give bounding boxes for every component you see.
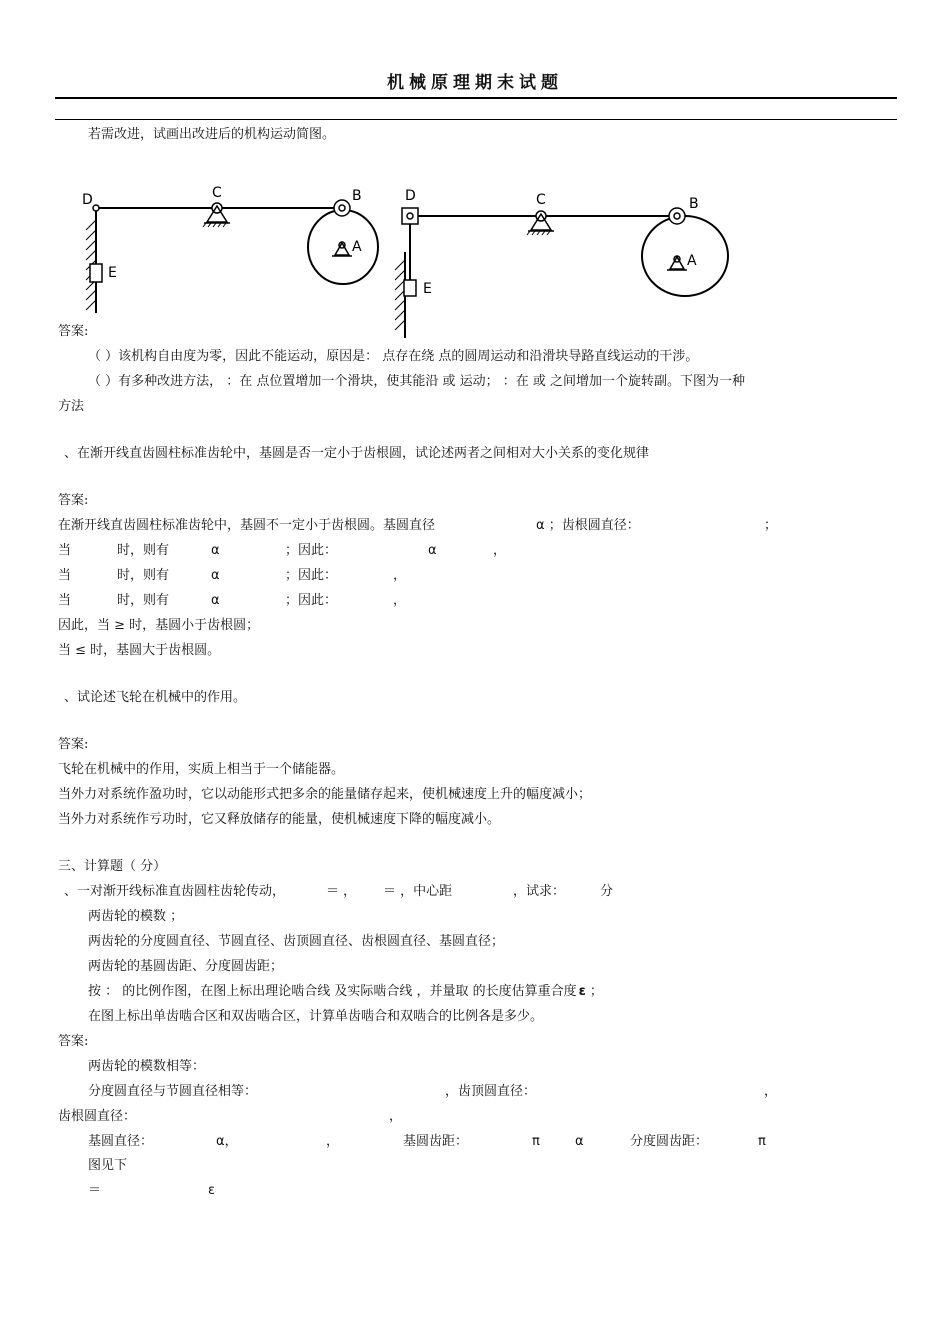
- question-item: 两齿轮的模数 ；: [88, 909, 184, 924]
- answer-fragment: α ；齿根圆直径：: [536, 518, 640, 533]
- answer-fragment: ε: [208, 1183, 216, 1198]
- answer-line: 当外力对系统作亏功时，它又释放储存的能量，使机械速度下降的幅度减小。: [58, 812, 501, 827]
- answer-fragment: ；因此：: [285, 568, 338, 583]
- answer-line: 当外力对系统作盈功时，它以动能形式把多余的能量储存起来，使机械速度上升的幅度减小；: [58, 787, 592, 802]
- intro-text: 若需改进，试画出改进后的机构运动简图。: [88, 127, 336, 142]
- answer-line: 飞轮在机械中的作用，实质上相当于一个储能器。: [58, 762, 345, 777]
- answer-fragment: 分度圆直径与节圆直径相等：: [88, 1084, 258, 1099]
- question-text: 、在渐开线直齿圆柱标准齿轮中，基圆是否一定小于齿根圆，试论述两者之间相对大小关系的变化规律: [64, 446, 650, 461]
- answer-fragment: α: [211, 593, 220, 608]
- question-text: 、试论述飞轮在机械中的作用。: [64, 690, 247, 705]
- answer-line: 当 ≤ 时，基圆大于齿根圆。: [58, 643, 221, 658]
- answer-fragment: ；: [764, 518, 778, 533]
- question-fragment: ＝ ，中心距: [383, 884, 453, 899]
- answer-fragment: ，: [393, 593, 407, 608]
- label-e: E: [108, 265, 117, 281]
- question-fragment: ，试求：: [513, 884, 566, 899]
- question-fragment: 分: [600, 884, 614, 899]
- answer-fragment: ；因此：: [285, 543, 338, 558]
- answer-fragment: π: [532, 1134, 540, 1149]
- answer-fragment: 时，则有: [117, 543, 170, 558]
- answer-fragment: α: [428, 543, 437, 558]
- question-text: 、一对渐开线标准直齿圆柱齿轮传动，: [64, 884, 286, 899]
- question-fragment: 按 ： 的比例作图，在图上标出理论啮合线 及实际啮合线 ，并量取 的长度估算重合度: [88, 984, 577, 999]
- answer-label: 答案:: [58, 737, 89, 752]
- pivot-support-c: [203, 203, 230, 227]
- label-c: C: [536, 192, 546, 208]
- section-heading: 三、计算题（ 分）: [58, 859, 167, 874]
- pivot-support-a: [667, 256, 687, 270]
- mechanism-diagram-improved: [385, 180, 735, 345]
- question-fragment: ＝ ，: [326, 884, 357, 899]
- answer-line: （ ）该机构自由度为零，因此不能运动，原因是： 点存在绕 点的圆周运动和沿滑块导路直线运动的干涉。: [88, 349, 699, 364]
- answer-fragment: 时，则有: [117, 593, 170, 608]
- answer-fragment: π: [758, 1134, 766, 1149]
- answer-fragment: ，: [326, 1134, 340, 1149]
- answer-fragment: α: [575, 1134, 584, 1149]
- answer-line: 图见下: [88, 1158, 128, 1173]
- label-d: D: [405, 188, 416, 204]
- label-d: D: [82, 192, 93, 208]
- question-item: 两齿轮的基圆齿距、分度圆齿距；: [88, 959, 284, 974]
- question-item: [88, 984, 603, 1000]
- answer-fragment: 当: [58, 568, 72, 583]
- answer-fragment: ，齿顶圆直径：: [445, 1084, 537, 1099]
- mechanism-diagram-original: [60, 180, 380, 340]
- answer-line: 方法: [58, 399, 85, 414]
- answer-fragment: α，: [216, 1134, 238, 1149]
- answer-fragment: 当: [58, 543, 72, 558]
- answer-fragment: 基圆齿距：: [403, 1134, 469, 1149]
- question-item: 两齿轮的分度圆直径、节圆直径、齿顶圆直径、齿根圆直径、基圆直径；: [88, 934, 505, 949]
- label-b: B: [352, 188, 362, 204]
- answer-fragment: 当: [58, 593, 72, 608]
- answer-fragment: 基圆直径：: [88, 1134, 154, 1149]
- label-c: C: [212, 185, 222, 201]
- answer-fragment: ，: [389, 1109, 403, 1124]
- answer-fragment: ；因此：: [285, 593, 338, 608]
- answer-line: （ ）有多种改进方法， ：在 点位置增加一个滑块，使其能沿 或 运动； ：在 或 之间增加一个旋转副。下图为一种: [88, 374, 746, 389]
- answer-label: 答案:: [58, 493, 89, 508]
- label-e: E: [423, 281, 432, 297]
- header-rule-top: [55, 97, 897, 99]
- label-b: B: [689, 196, 699, 212]
- pivot-support-c: [527, 211, 554, 235]
- epsilon-symbol: ε: [578, 984, 586, 999]
- answer-label: 答案:: [58, 324, 89, 339]
- answer-label: 答案:: [58, 1034, 89, 1049]
- question-item: 在图上标出单齿啮合区和双齿啮合区，计算单齿啮合和双啮合的比例各是多少。: [88, 1009, 544, 1024]
- answer-fragment: ，: [764, 1084, 778, 1099]
- answer-line: 两齿轮的模数相等：: [88, 1059, 206, 1074]
- answer-fragment: ＝: [88, 1183, 102, 1198]
- label-a: A: [352, 239, 362, 255]
- answer-fragment: 时，则有: [117, 568, 170, 583]
- answer-fragment: ，: [393, 568, 407, 583]
- answer-fragment: 齿根圆直径：: [58, 1109, 137, 1124]
- answer-fragment: ，: [493, 543, 507, 558]
- question-fragment: ；: [589, 984, 603, 999]
- answer-fragment: 分度圆齿距：: [630, 1134, 709, 1149]
- pivot-support-a: [332, 242, 352, 256]
- answer-line: 因此，当 ≥ 时，基圆小于齿根圆；: [58, 618, 260, 633]
- answer-fragment: α: [211, 543, 220, 558]
- page-title: 机械原理期末试题: [387, 73, 563, 93]
- header-rule-bottom: [55, 119, 897, 120]
- answer-fragment: α: [211, 568, 220, 583]
- answer-line: 在渐开线直齿圆柱标准齿轮中，基圆不一定小于齿根圆。基圆直径: [58, 518, 436, 533]
- label-a: A: [687, 253, 697, 269]
